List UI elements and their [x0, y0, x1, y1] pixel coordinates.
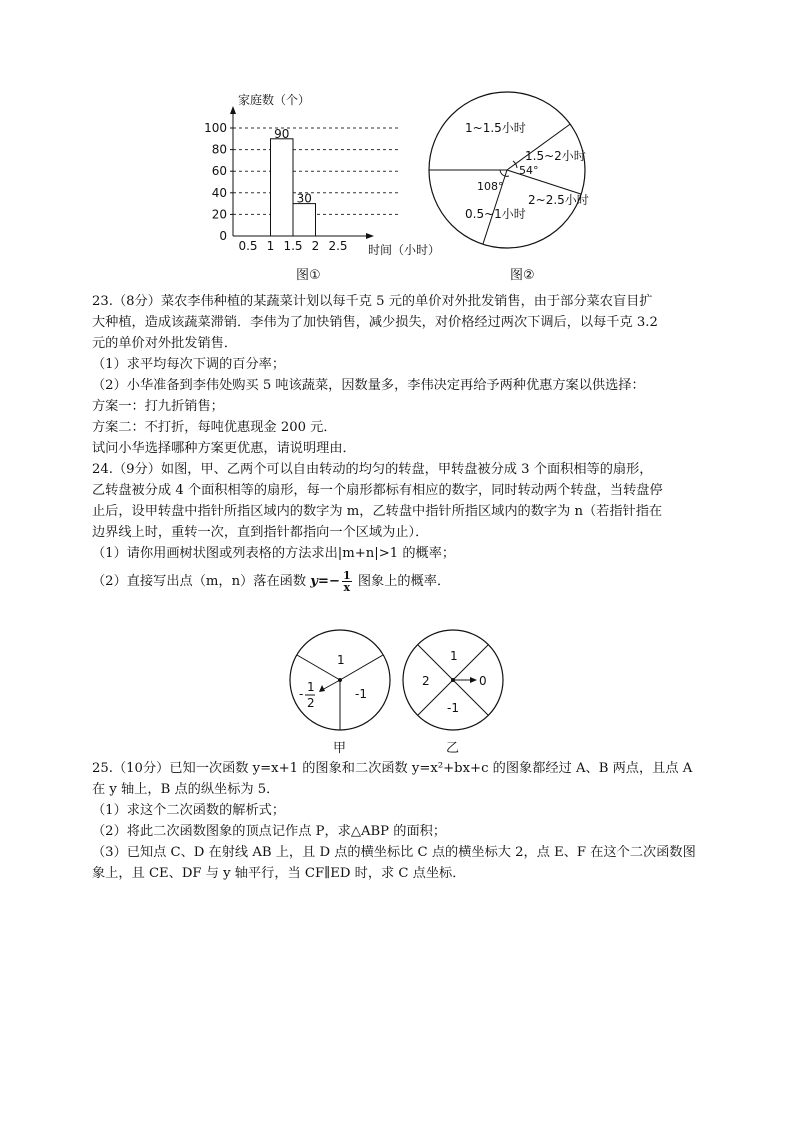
spinner-a-frac-num: 1	[307, 680, 315, 694]
spinner-b-label-1: 1	[450, 649, 458, 663]
spinner-b-pointer-arrow	[470, 677, 477, 683]
y-axis-arrow	[230, 106, 236, 114]
q23-line: 元的单价对外批发销售．	[92, 336, 238, 351]
y-tick-label: 60	[211, 164, 227, 179]
x-tick-label: 1.5	[283, 239, 303, 253]
q23-line: 23.（8分）菜农李伟种植的某蔬菜计划以每千克 5 元的单价对外批发销售，由于部分菜农盲目扩	[92, 294, 653, 309]
y-tick-label: 100	[204, 121, 227, 135]
spinner-a-divider	[297, 655, 340, 680]
pie-chart-figure	[425, 88, 595, 258]
spinner-a-name: 甲	[333, 741, 347, 756]
q25-sub3: 象上，且 CE、DF 与 y 轴平行，当 CF∥ED 时，求 C 点坐标．	[92, 866, 466, 881]
bar-value-label: 90	[274, 126, 290, 141]
q24-sub2: （2）直接写出点（m，n）落在函数 y=− $\frac{1}{x}$ 图象上的概率．	[92, 569, 451, 594]
y-tick-label: 40	[211, 185, 227, 200]
pie-angle-108: 108°	[477, 180, 504, 193]
spinner-b-label-neg1: -1	[447, 701, 459, 715]
fraction-1-over-x: $\frac{1}{x}$	[342, 569, 351, 594]
bar-value-label: 30	[296, 191, 312, 206]
pie-label-1.5-2: 1.5~2小时	[525, 149, 586, 163]
x-axis-label: 时间（小时）	[368, 243, 441, 257]
angle-arc-108	[500, 170, 509, 176]
x-tick-label: 2	[311, 239, 320, 253]
spinner-a-pointer	[322, 680, 340, 690]
q24-line: 边界线上时，重转一次，直到指针都指向一个区域为止）．	[92, 525, 429, 540]
spinner-a-frac-sign: -	[299, 687, 304, 701]
question-24	[92, 459, 712, 593]
bar	[293, 204, 316, 236]
q25-sub3: （3）已知点 C、D 在射线 AB 上，且 D 点的横坐标比 C 点的横坐标大 2，点 E、F 在这个二次函数图	[92, 845, 696, 860]
y-tick-label: 80	[211, 142, 227, 157]
spinner-a-label-neg1: -1	[355, 687, 367, 701]
spinner-a-label-1: 1	[337, 653, 345, 667]
bar	[271, 139, 294, 236]
pie-label-1-1.5: 1~1.5小时	[465, 121, 526, 135]
q24-line: 止后，设甲转盘中指针所指区域内的数字为 m，乙转盘中指针所指区域内的数字为 n（若指针指在	[92, 504, 663, 519]
question-23	[92, 291, 712, 459]
y-tick-label: 0	[219, 229, 227, 243]
question-25	[92, 758, 712, 884]
x-tick-label: 1	[266, 239, 275, 253]
q23-sub1: （1）求平均每次下调的百分率；	[92, 357, 286, 372]
bar-chart-figure	[200, 88, 460, 258]
q25-sub1: （1）求这个二次函数的解析式；	[92, 803, 286, 818]
spinner-a-frac-den: 2	[307, 696, 315, 710]
q23-ask: 试问小华选择哪种方案更优惠，请说明理由．	[92, 441, 356, 456]
q23-plan2: 方案二：不打折，每吨优惠现金 200 元．	[92, 420, 337, 435]
q25-sub2: （2）将此二次函数图象的顶点记作点 P，求△ABP 的面积；	[92, 824, 446, 839]
spinner-b-label-0: 0	[479, 674, 487, 688]
q24-line: 24.（9分）如图，甲、乙两个可以自由转动的均匀的转盘，甲转盘被分成 3 个面积相等的扇形，	[92, 462, 653, 477]
y-tick-label: 20	[211, 207, 227, 222]
q23-plan1: 方案一：打九折销售；	[92, 399, 224, 414]
x-tick-label: 2.5	[328, 239, 348, 253]
figure-2-caption: 图②	[510, 268, 535, 283]
pie-label-0.5-1: 0.5~1小时	[465, 207, 526, 221]
q23-sub2: （2）小华准备到李伟处购买 5 吨该蔬菜，因数量多，李伟决定再给予两种优惠方案以供选择：	[92, 378, 645, 393]
x-tick-label: 0.5	[238, 239, 258, 253]
spinners-figure	[285, 628, 505, 756]
spinner-b-label-2: 2	[422, 674, 430, 688]
y-axis-label: 家庭数（个）	[238, 93, 311, 107]
spinner-a-divider	[340, 655, 383, 680]
figure-1-caption: 图①	[296, 268, 321, 283]
x-axis-arrow	[366, 233, 374, 239]
pie-label-2-2.5: 2~2.5小时	[528, 193, 589, 207]
q24-sub1: （1）请你用画树状图或列表格的方法求出|m+n|>1 的概率；	[92, 546, 456, 561]
q24-line: 乙转盘被分成 4 个面积相等的扇形，每一个扇形都标有相应的数字，同时转动两个转盘，当转盘停	[92, 483, 663, 498]
pie-angle-54: 54°	[519, 164, 539, 177]
q25-line: 25.（10分）已知一次函数 y=x+1 的图象和二次函数 y=x²+bx+c 的图象都经过 A、B 两点，且点 A	[92, 761, 693, 776]
function-y: y=−	[310, 574, 340, 589]
q25-line: 在 y 轴上，B 点的纵坐标为 5．	[92, 782, 280, 797]
q23-line: 大种植，造成该蔬菜滞销．李伟为了加快销售，减少损失，对价格经过两次下调后，以每千克 3.2	[92, 315, 658, 330]
spinner-b-name: 乙	[446, 741, 460, 756]
